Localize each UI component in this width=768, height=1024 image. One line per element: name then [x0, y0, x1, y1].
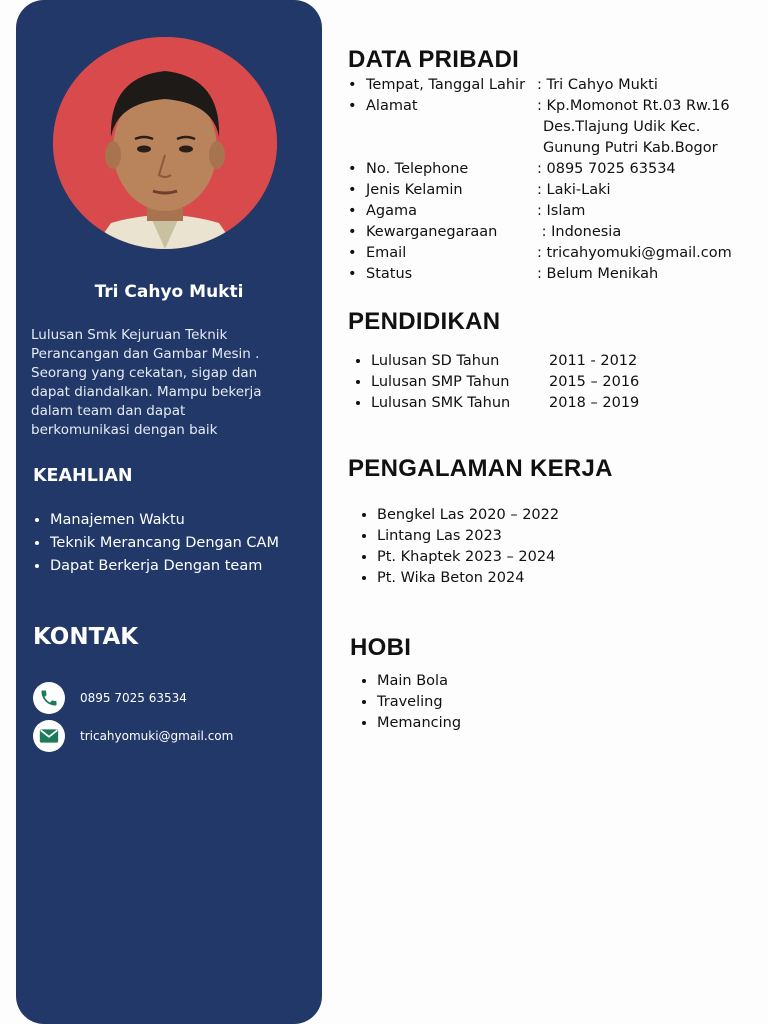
personal-value: : tricahyomuki@gmail.com — [537, 245, 732, 261]
mail-icon — [33, 720, 65, 752]
personal-value: : Kp.Momonot Rt.03 Rw.16 — [537, 98, 730, 114]
skill-item: • Manajemen Waktu — [50, 509, 279, 532]
education-label: Lulusan SD Tahun — [371, 353, 500, 369]
education-item — [371, 393, 751, 414]
personal-value: : 0895 7025 63534 — [537, 161, 676, 177]
summary-line: Lulusan Smk Kejuruan Teknik — [31, 327, 228, 343]
education-list — [351, 351, 751, 414]
summary-line: berkomunikasi dengan baik — [31, 422, 218, 438]
contact-phone-text: 0895 7025 63534 — [80, 691, 187, 705]
education-item — [371, 351, 751, 372]
experience-item: • Pt. Khaptek 2023 – 2024 — [377, 547, 559, 568]
education-item — [371, 372, 751, 393]
education-label: Lulusan SMP Tahun — [371, 374, 510, 390]
personal-value: : Tri Cahyo Mukti — [537, 77, 658, 93]
profile-summary — [31, 326, 301, 440]
summary-line: Seorang yang cekatan, sigap dan — [31, 365, 258, 381]
education-heading: PENDIDIKAN — [348, 308, 501, 335]
skills-list — [32, 509, 279, 578]
education-years: 2011 - 2012 — [549, 353, 638, 369]
contact-phone[interactable] — [33, 682, 187, 714]
bullet-icon: • — [348, 98, 357, 114]
education-label: Lulusan SMK Tahun — [371, 395, 511, 411]
personal-data-heading: DATA PRIBADI — [348, 46, 520, 73]
skills-heading: KEAHLIAN — [33, 466, 133, 486]
summary-line: Perancangan dan Gambar Mesin . — [31, 346, 260, 362]
bullet-icon: • — [348, 266, 357, 282]
experience-list — [357, 505, 559, 589]
bullet-icon: • — [348, 203, 357, 219]
bullet-icon: • — [348, 224, 357, 240]
hobby-item: • Traveling — [377, 692, 461, 713]
education-years: 2015 – 2016 — [549, 374, 640, 390]
skill-item: • Teknik Merancang Dengan CAM — [50, 532, 279, 555]
profile-photo — [53, 37, 277, 249]
personal-value: : Belum Menikah — [537, 266, 659, 282]
contact-email-text: tricahyomuki@gmail.com — [80, 729, 234, 743]
personal-value: : Laki-Laki — [537, 182, 611, 198]
hobbies-heading: HOBI — [350, 634, 412, 661]
experience-item: • Pt. Wika Beton 2024 — [377, 568, 559, 589]
personal-label: Kewarganegaraan — [366, 224, 498, 240]
personal-label: Jenis Kelamin — [366, 182, 463, 198]
summary-line: dalam team dan dapat — [31, 403, 186, 419]
contact-email[interactable] — [33, 720, 233, 752]
experience-item: • Bengkel Las 2020 – 2022 — [377, 505, 559, 526]
hobbies-list — [357, 671, 461, 734]
experience-heading: PENGALAMAN KERJA — [348, 455, 613, 482]
person-portrait-icon — [53, 37, 277, 249]
experience-item: • Lintang Las 2023 — [377, 526, 559, 547]
personal-label: Agama — [366, 203, 418, 219]
personal-label: No. Telephone — [366, 161, 469, 177]
contact-heading: KONTAK — [33, 624, 139, 650]
hobby-item: • Main Bola — [377, 671, 461, 692]
education-years: 2018 – 2019 — [549, 395, 640, 411]
personal-label: Status — [366, 266, 413, 282]
bullet-icon: • — [348, 77, 357, 93]
sidebar-panel — [16, 0, 322, 1024]
personal-value: : Islam — [537, 203, 586, 219]
bullet-icon: • — [348, 161, 357, 177]
summary-line: dapat diandalkan. Mampu bekerja — [31, 384, 262, 400]
skill-item: • Dapat Berkerja Dengan team — [50, 555, 279, 578]
personal-label: Email — [366, 245, 407, 261]
personal-value: : Indonesia — [537, 224, 622, 240]
personal-value: Des.Tlajung Udik Kec. — [543, 119, 701, 135]
personal-value: Gunung Putri Kab.Bogor — [543, 140, 718, 156]
personal-label: Alamat — [366, 98, 418, 114]
person-name: Tri Cahyo Mukti — [94, 282, 244, 302]
bullet-icon: • — [348, 182, 357, 198]
hobby-item: • Memancing — [377, 713, 461, 734]
personal-label: Tempat, Tanggal Lahir — [366, 77, 526, 93]
bullet-icon: • — [348, 245, 357, 261]
phone-icon — [33, 682, 65, 714]
